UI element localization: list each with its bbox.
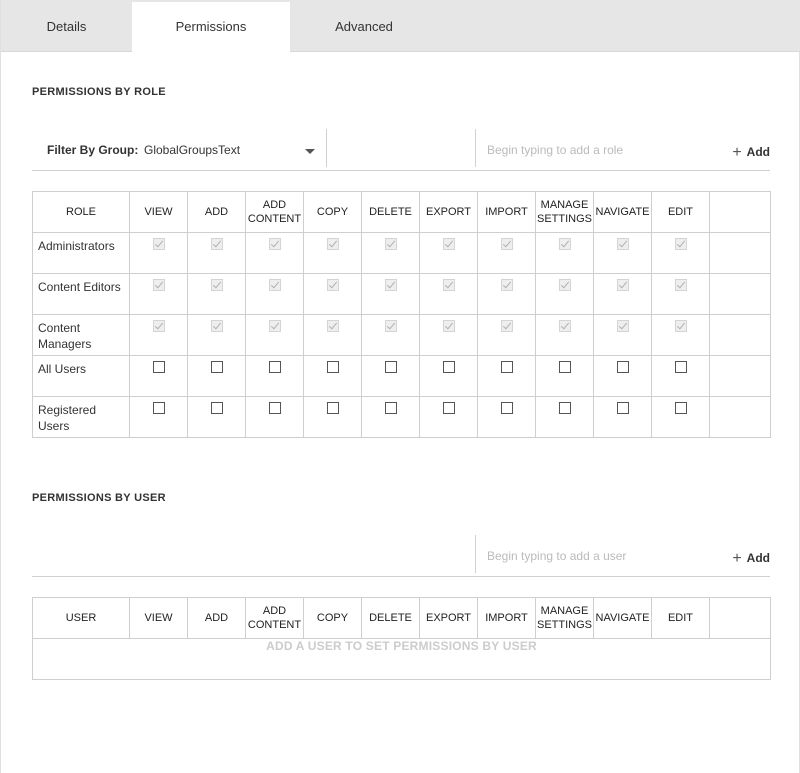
permission-cell [420,274,478,315]
permission-checkbox[interactable] [443,402,455,414]
permission-checkbox [559,279,571,291]
permission-cell [304,315,362,356]
divider [326,129,327,167]
permission-cell [304,233,362,274]
permission-cell [304,274,362,315]
role-col-header: IMPORT [478,192,536,233]
permission-checkbox[interactable] [443,361,455,373]
role-col-header: EXPORT [420,192,478,233]
permission-cell [130,397,188,438]
permission-checkbox [269,238,281,250]
add-role-label: Add [746,145,770,159]
permission-checkbox [559,320,571,332]
user-table-header [33,598,771,639]
permission-cell [362,274,420,315]
empty-cell [710,356,771,397]
permission-checkbox [443,279,455,291]
permission-checkbox [269,320,281,332]
role-col-header: COPY [304,192,362,233]
role-filter-row [32,129,770,171]
empty-row [33,639,771,680]
permission-cell [536,233,594,274]
permission-checkbox [327,238,339,250]
user-col-header: USER [33,598,130,639]
table-row [33,315,771,356]
permission-checkbox[interactable] [675,361,687,373]
plus-icon: + [732,550,742,567]
role-col-header: VIEW [130,192,188,233]
user-col-header: ADD CONTENT [246,598,304,639]
permission-cell [420,315,478,356]
role-col-header: MANAGE SETTINGS [536,192,594,233]
role-name: Registered Users [33,397,130,438]
user-col-header: MANAGE SETTINGS [536,598,594,639]
permission-cell [594,274,652,315]
permission-cell [246,356,304,397]
role-col-header: ROLE [33,192,130,233]
permission-cell [420,397,478,438]
permission-checkbox[interactable] [501,361,513,373]
permission-checkbox [443,320,455,332]
plus-icon: + [732,144,742,161]
user-add-row [32,535,770,577]
permission-checkbox [501,238,513,250]
divider [475,535,476,573]
role-name: All Users [33,356,130,397]
permission-cell [478,274,536,315]
permission-cell [594,315,652,356]
role-col-header: ADD [188,192,246,233]
permission-checkbox[interactable] [327,402,339,414]
permission-checkbox [269,279,281,291]
user-col-header: IMPORT [478,598,536,639]
permission-cell [362,315,420,356]
permission-cell [652,397,710,438]
permission-checkbox [153,320,165,332]
permission-cell [246,274,304,315]
role-table-header [33,192,771,233]
permission-checkbox [617,320,629,332]
empty-cell [710,397,771,438]
filter-group-select[interactable]: GlobalGroupsText [144,143,241,157]
table-row [33,233,771,274]
role-name: Content Editors [33,274,130,315]
permission-cell [652,274,710,315]
permission-cell [188,356,246,397]
permission-checkbox[interactable] [211,402,223,414]
empty-cell [710,274,771,315]
permission-checkbox[interactable] [211,361,223,373]
permission-cell [362,356,420,397]
role-permissions-table [32,191,771,438]
table-row [33,356,771,397]
user-permissions-table [32,597,771,680]
permission-checkbox [211,279,223,291]
permission-cell [246,315,304,356]
user-col-header [710,598,771,639]
user-col-header: EXPORT [420,598,478,639]
permission-cell [130,315,188,356]
permission-cell [536,315,594,356]
permission-cell [652,233,710,274]
tab-bar [1,0,800,52]
permission-checkbox[interactable] [559,402,571,414]
user-col-header: ADD [188,598,246,639]
permission-cell [362,397,420,438]
permission-cell [536,356,594,397]
user-col-header: NAVIGATE [594,598,652,639]
permission-checkbox[interactable] [269,361,281,373]
permission-checkbox[interactable] [153,402,165,414]
role-col-header [710,192,771,233]
permission-checkbox [675,320,687,332]
add-role-input[interactable] [487,135,717,165]
permission-cell [478,356,536,397]
permission-cell [478,397,536,438]
tab-advanced[interactable]: Advanced [335,19,393,34]
permission-checkbox [559,238,571,250]
permission-checkbox [211,320,223,332]
permission-cell [420,233,478,274]
user-section-title: PERMISSIONS BY USER [32,492,166,504]
role-section-title: PERMISSIONS BY ROLE [32,86,166,98]
permission-cell [478,233,536,274]
permission-cell [420,356,478,397]
permission-cell [304,397,362,438]
permission-checkbox [675,238,687,250]
permission-checkbox [675,279,687,291]
permission-checkbox[interactable] [327,361,339,373]
permission-cell [246,397,304,438]
table-row [33,397,771,438]
permission-checkbox [211,238,223,250]
filter-by-group-label: Filter By Group: [47,143,139,157]
user-col-header: EDIT [652,598,710,639]
permission-cell [594,356,652,397]
add-user-input[interactable] [487,541,717,571]
permission-checkbox[interactable] [385,402,397,414]
permission-cell [188,274,246,315]
empty-state-message: ADD A USER TO SET PERMISSIONS BY USER [33,639,771,680]
permission-checkbox [385,279,397,291]
role-name: Administrators [33,233,130,274]
permission-cell [188,233,246,274]
permission-checkbox [153,238,165,250]
permission-checkbox [617,238,629,250]
user-col-header: COPY [304,598,362,639]
permission-cell [652,315,710,356]
permission-checkbox [153,279,165,291]
permission-checkbox[interactable] [153,361,165,373]
permission-checkbox [385,238,397,250]
permission-checkbox [617,279,629,291]
role-col-header: NAVIGATE [594,192,652,233]
permission-cell [536,274,594,315]
permission-checkbox [443,238,455,250]
role-col-header: ADD CONTENT [246,192,304,233]
permission-cell [478,315,536,356]
permission-cell [652,356,710,397]
chevron-down-icon[interactable] [305,149,315,154]
permission-checkbox [501,320,513,332]
permission-checkbox[interactable] [501,402,513,414]
permission-checkbox[interactable] [269,402,281,414]
permission-cell [130,356,188,397]
add-role-button[interactable] [732,143,770,161]
permission-checkbox[interactable] [617,402,629,414]
permission-cell [188,315,246,356]
permission-checkbox[interactable] [385,361,397,373]
empty-cell [710,233,771,274]
permission-cell [130,233,188,274]
permission-cell [536,397,594,438]
permission-cell [362,233,420,274]
tab-permissions[interactable]: Permissions [132,2,290,53]
table-row [33,274,771,315]
role-col-header: DELETE [362,192,420,233]
add-user-button[interactable] [732,549,770,567]
role-name: Content Managers [33,315,130,356]
permission-checkbox[interactable] [559,361,571,373]
permission-cell [594,233,652,274]
empty-cell [710,315,771,356]
permission-cell [130,274,188,315]
permission-checkbox [327,279,339,291]
divider [475,129,476,167]
permission-cell [246,233,304,274]
permission-checkbox [385,320,397,332]
permission-checkbox [501,279,513,291]
permission-cell [304,356,362,397]
permission-checkbox[interactable] [675,402,687,414]
permission-cell [188,397,246,438]
permission-cell [594,397,652,438]
permission-checkbox[interactable] [617,361,629,373]
tab-details[interactable]: Details [46,19,87,34]
user-col-header: DELETE [362,598,420,639]
add-user-label: Add [746,551,770,565]
permission-checkbox [327,320,339,332]
role-col-header: EDIT [652,192,710,233]
user-col-header: VIEW [130,598,188,639]
